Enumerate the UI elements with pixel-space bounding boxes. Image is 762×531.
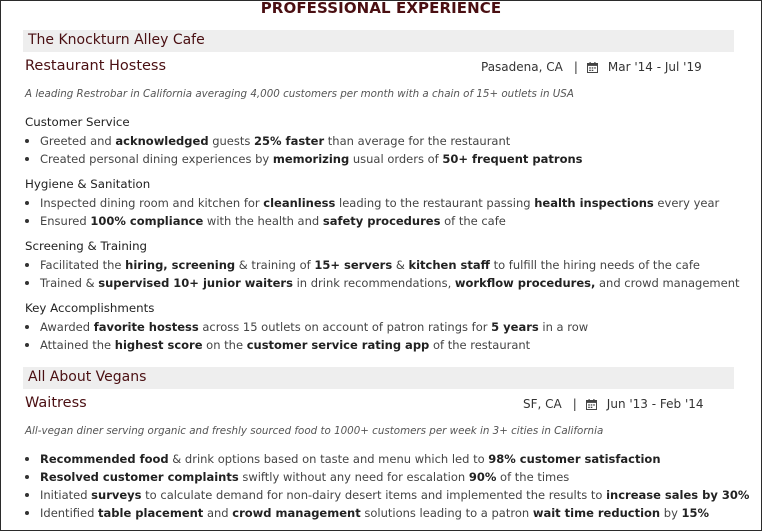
bullet-highlight: cleanliness <box>263 196 336 210</box>
bullet-icon <box>25 219 29 223</box>
bullet-text: Initiated <box>40 488 92 502</box>
bullet-item <box>25 488 749 502</box>
bullet-icon <box>25 139 29 143</box>
bullet-highlight: hiring, screening <box>125 258 236 272</box>
bullet-highlight: 98% customer satisfaction <box>488 452 661 466</box>
bullet-text: Greeted and <box>40 134 116 148</box>
bullet-icon <box>25 475 29 479</box>
bullet-highlight: 5 years <box>491 320 539 334</box>
bullet-icon <box>25 343 29 347</box>
bullet-text: usual orders of <box>349 152 443 166</box>
meta-separator: | <box>572 397 577 411</box>
bullet-item <box>25 470 569 484</box>
bullet-text: and <box>203 506 233 520</box>
bullet-text: than average for the restaurant <box>324 134 511 148</box>
bullet-item <box>25 196 719 210</box>
bullet-highlight: 90% <box>468 470 497 484</box>
bullet-icon <box>25 511 29 515</box>
bullet-text: solutions leading to a patron <box>360 506 533 520</box>
bullet-highlight: increase sales by 30% <box>606 488 750 502</box>
calendar-icon <box>587 62 598 73</box>
bullet-highlight: kitchen staff <box>408 258 490 272</box>
responsibility-group-title: Key Accomplishments <box>25 301 155 315</box>
job-dates: Jun '13 - Feb '14 <box>606 397 704 411</box>
bullet-highlight: 25% faster <box>254 134 325 148</box>
bullet-text: of the times <box>496 470 570 484</box>
job-location: Pasadena, CA <box>481 60 563 74</box>
bullet-highlight: 50+ frequent patrons <box>442 152 583 166</box>
bullet-highlight: supervised 10+ junior waiters <box>98 276 293 290</box>
bullet-text: in a row <box>538 320 589 334</box>
responsibility-group-title: Screening & Training <box>25 239 148 253</box>
bullet-item <box>25 134 510 148</box>
bullet-highlight: Resolved customer complaints <box>40 470 239 484</box>
bullet-highlight: crowd management <box>232 506 361 520</box>
bullet-text: of the restaurant <box>429 338 531 352</box>
bullet-highlight: table placement <box>98 506 204 520</box>
bullet-highlight: 15+ servers <box>314 258 393 272</box>
section-title: PROFESSIONAL EXPERIENCE <box>260 0 502 17</box>
bullet-text: leading to the restaurant passing <box>335 196 535 210</box>
bullet-highlight: 15% <box>681 506 710 520</box>
responsibility-group-title: Customer Service <box>25 115 130 129</box>
job-dates: Mar '14 - Jul '19 <box>607 60 702 74</box>
bullet-text: Inspected dining room and kitchen for <box>40 196 264 210</box>
bullet-highlight: health inspections <box>534 196 654 210</box>
bullet-text: across 15 outlets on account of patron ratings for <box>198 320 492 334</box>
bullet-highlight: highest score <box>114 338 203 352</box>
company-description: A leading Restrobar in California averaging 4,000 customers per month with a chain of 15+ outlets in USA <box>25 88 574 100</box>
bullet-item <box>25 338 530 352</box>
bullet-text: with the health and <box>203 214 323 228</box>
bullet-text: by <box>660 506 682 520</box>
bullet-text: to fulfill the hiring needs of the cafe <box>489 258 700 272</box>
company-name: The Knockturn Alley Cafe <box>28 32 205 48</box>
bullet-text: Awarded <box>40 320 94 334</box>
job-title: Waitress <box>25 395 87 411</box>
bullet-text: & training of <box>235 258 315 272</box>
company-name: All About Vegans <box>28 369 147 385</box>
bullet-text: Ensured <box>40 214 91 228</box>
bullet-text: Attained the <box>40 338 115 352</box>
job-meta <box>523 397 704 411</box>
company-bar <box>23 30 734 52</box>
job-title: Restaurant Hostess <box>25 58 167 74</box>
bullet-highlight: acknowledged <box>115 134 209 148</box>
bullet-highlight: surveys <box>91 488 142 502</box>
bullet-icon <box>25 263 29 267</box>
bullet-icon <box>25 325 29 329</box>
bullet-text: of the cafe <box>440 214 506 228</box>
bullet-icon <box>25 457 29 461</box>
bullet-text: Trained & <box>40 276 99 290</box>
bullet-highlight: 100% compliance <box>90 214 204 228</box>
bullet-highlight: workflow procedures, <box>454 276 596 290</box>
company-description: All-vegan diner serving organic and freshly sourced food to 1000+ customers per week in 3+ cities in California <box>25 425 604 437</box>
bullet-icon <box>25 281 29 285</box>
meta-separator: | <box>573 60 578 74</box>
bullet-text: guests <box>208 134 255 148</box>
bullet-text: & drink options based on taste and menu which led to <box>168 452 489 466</box>
bullet-item <box>25 276 740 290</box>
bullet-text: every year <box>653 196 720 210</box>
company-bar <box>23 367 734 389</box>
bullet-highlight: safety procedures <box>322 214 441 228</box>
bullet-item <box>25 258 700 272</box>
job-location: SF, CA <box>523 397 562 411</box>
bullet-highlight: wait time reduction <box>532 506 661 520</box>
bullet-item <box>25 506 709 520</box>
bullet-text: in drink recommendations, <box>292 276 455 290</box>
job-meta <box>481 60 702 74</box>
bullet-highlight: favorite hostess <box>93 320 199 334</box>
bullet-icon <box>25 493 29 497</box>
bullet-text: & <box>392 258 409 272</box>
bullet-text: swiftly without any need for escalation <box>238 470 469 484</box>
bullet-text: on the <box>202 338 247 352</box>
calendar-icon <box>586 399 597 410</box>
bullet-item <box>25 320 588 334</box>
bullet-text: and crowd management <box>595 276 740 290</box>
bullet-icon <box>25 157 29 161</box>
bullet-item <box>25 452 661 466</box>
bullet-text: to calculate demand for non-dairy desert items and implemented the results to <box>141 488 607 502</box>
bullet-highlight: Recommended food <box>40 452 169 466</box>
bullet-highlight: customer service rating app <box>246 338 430 352</box>
responsibility-group-title: Hygiene & Sanitation <box>25 177 151 191</box>
bullet-text: Identified <box>40 506 99 520</box>
bullet-highlight: memorizing <box>272 152 350 166</box>
bullet-item <box>25 214 506 228</box>
bullet-text: Created personal dining experiences by <box>40 152 273 166</box>
bullet-icon <box>25 201 29 205</box>
bullet-item <box>25 152 583 166</box>
bullet-text: Facilitated the <box>40 258 126 272</box>
